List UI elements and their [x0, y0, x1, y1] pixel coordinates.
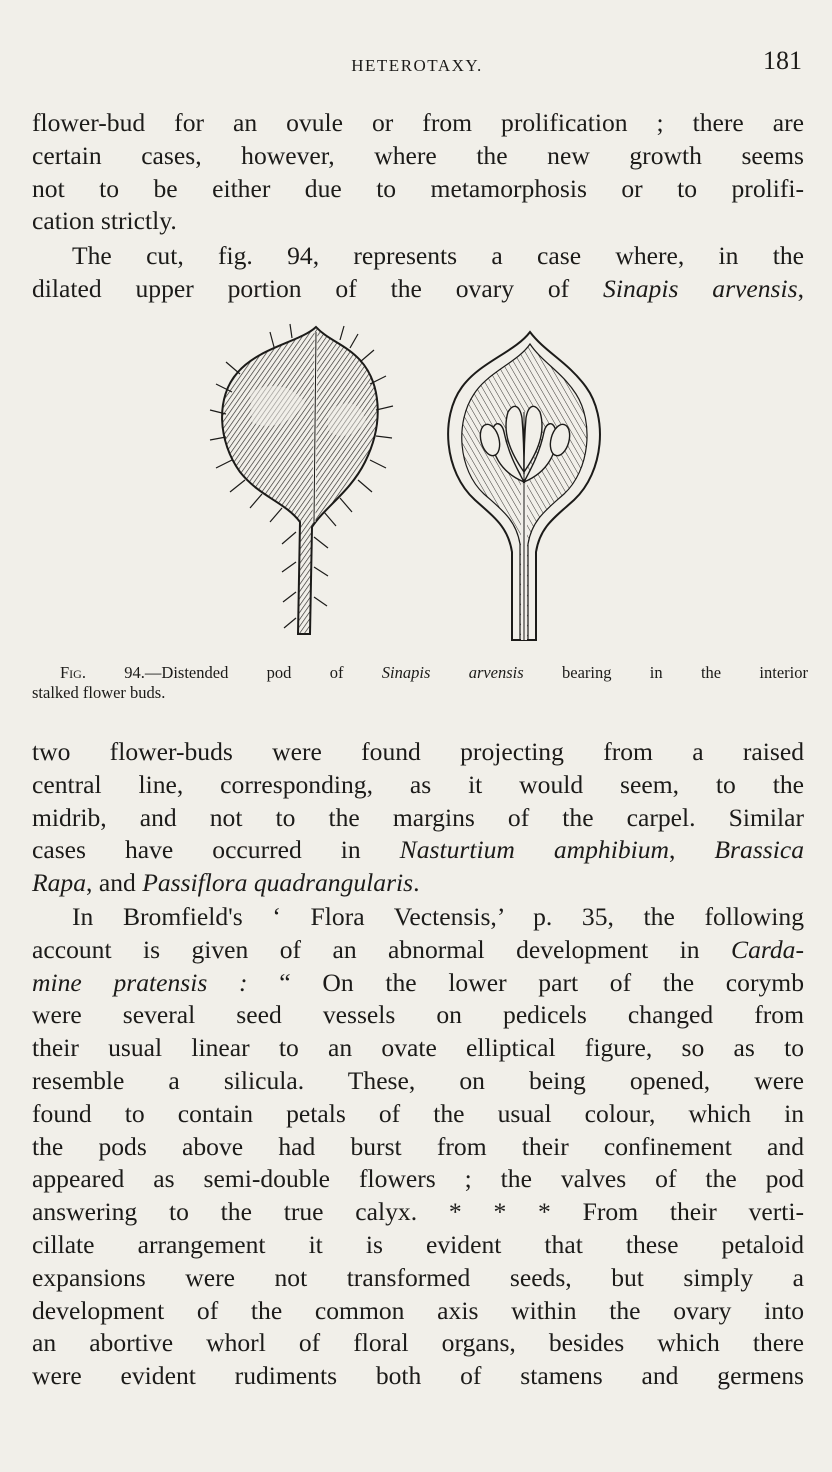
- text-line: their usual linear to an ovate elliptical figure, so as to: [32, 1033, 804, 1063]
- text-line: flower-bud for an ovule or from prolification ; there are: [32, 108, 804, 137]
- text-line: resemble a silicula. These, on being opened, were: [32, 1065, 804, 1095]
- text-line: central line, corresponding, as it would seem, to the: [32, 769, 804, 799]
- caption-line: Fig. 94.—Distended pod of Sinapis arvensis bearing in the interior: [60, 663, 808, 682]
- text-line: Rapa, and Passiflora quadrangularis.: [32, 868, 420, 898]
- figure-94-illustration: [190, 322, 630, 652]
- text-line: were several seed vessels on pedicels changed from: [32, 1000, 804, 1030]
- text-line: not to be either due to metamorphosis or to prolifi-: [32, 173, 804, 203]
- paragraph-1: [32, 107, 804, 238]
- text-line: expansions were not transformed seeds, but simply a: [32, 1262, 804, 1292]
- text-line: development of the common axis within the ovary into: [32, 1295, 804, 1325]
- running-title: HETEROTAXY.: [351, 56, 483, 75]
- text-line: were evident rudiments both of stamens and germens: [32, 1361, 804, 1391]
- text-line: an abortive whorl of floral organs, besides which there: [32, 1328, 804, 1358]
- text-line: In Bromfield's ‘ Flora Vectensis,’ p. 35, the following: [72, 902, 804, 931]
- text-line: two flower-buds were found projecting from a raised: [32, 737, 804, 766]
- figure-caption: [32, 663, 808, 703]
- paragraph-3: [32, 736, 804, 900]
- text-line: cases have occurred in Nasturtium amphibium, Brassica: [32, 835, 804, 865]
- text-line: the pods above had burst from their confinement and: [32, 1131, 804, 1161]
- text-line: appeared as semi-double flowers ; the valves of the pod: [32, 1164, 804, 1194]
- text-line: cillate arrangement it is evident that these petaloid: [32, 1229, 804, 1259]
- text-line: The cut, fig. 94, represents a case where, in the: [72, 241, 804, 270]
- page-number: 181: [763, 46, 802, 75]
- text-line: answering to the true calyx. * * * From their verti-: [32, 1197, 804, 1227]
- text-line: mine pratensis : “ On the lower part of the corymb: [32, 967, 804, 997]
- text-line: dilated upper portion of the ovary of Sinapis arvensis,: [32, 273, 804, 303]
- closed-pod-drawing: [210, 324, 393, 634]
- opened-pod-drawing: [448, 332, 600, 640]
- text-line: account is given of an abnormal development in Carda-: [32, 934, 804, 964]
- species-name: Sinapis arvensis: [603, 273, 798, 303]
- paragraph-4: [32, 901, 804, 1393]
- text-line: found to contain petals of the usual colour, which in: [32, 1098, 804, 1128]
- text-line: midrib, and not to the margins of the carpel. Similar: [32, 802, 804, 832]
- page-header: [32, 46, 802, 82]
- caption-line: stalked flower buds.: [32, 683, 166, 702]
- paragraph-2: [32, 240, 804, 306]
- text-line: certain cases, however, where the new growth seems: [32, 140, 804, 170]
- text-line: cation strictly.: [32, 206, 177, 236]
